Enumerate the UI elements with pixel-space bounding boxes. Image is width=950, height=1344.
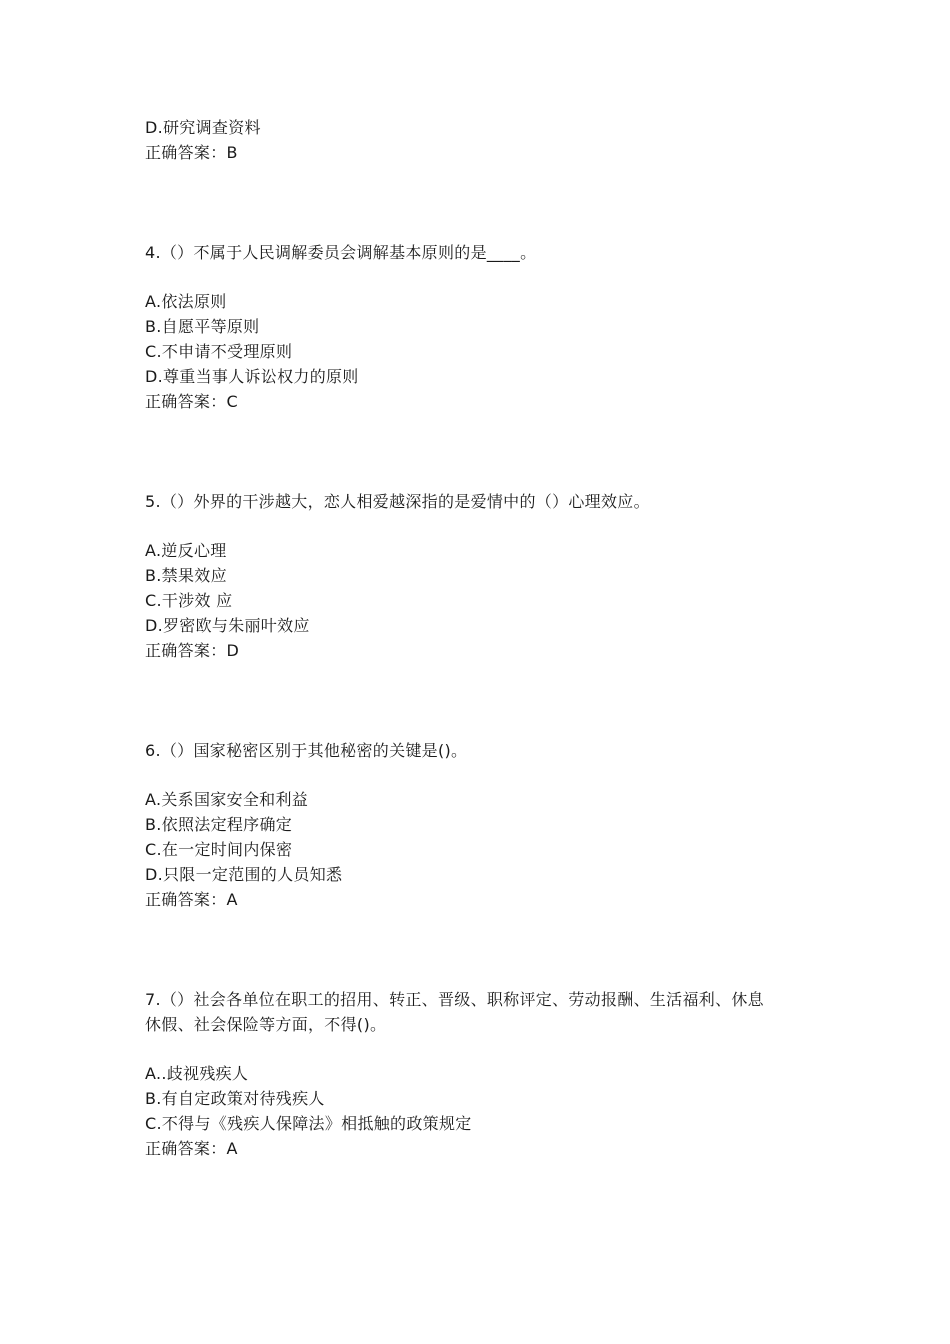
question-5-stem: 5.（）外界的干涉越大，恋人相爱越深指的是爱情中的（）心理效应。 <box>145 492 650 511</box>
question-5-option-a: A.逆反心理 <box>145 541 227 560</box>
question-7-option-b: B.有自定政策对待残疾人 <box>145 1089 325 1108</box>
question-6-option-c: C.在一定时间内保密 <box>145 840 293 859</box>
question-6-option-d: D.只限一定范围的人员知悉 <box>145 865 343 884</box>
question-7-stem-line2: 休假、社会保险等方面，不得()。 <box>145 1015 387 1034</box>
question-7-answer: 正确答案：A <box>145 1139 238 1158</box>
prev-answer: 正确答案：B <box>145 143 238 162</box>
question-4-option-b: B.自愿平等原则 <box>145 317 260 336</box>
question-5-option-d: D.罗密欧与朱丽叶效应 <box>145 616 310 635</box>
question-6-option-b: B.依照法定程序确定 <box>145 815 293 834</box>
question-7-option-c: C.不得与《残疾人保障法》相抵触的政策规定 <box>145 1114 472 1133</box>
question-6-option-a: A.关系国家安全和利益 <box>145 790 309 809</box>
question-5-answer: 正确答案：D <box>145 641 240 660</box>
question-6-stem: 6.（）国家秘密区别于其他秘密的关键是()。 <box>145 741 468 760</box>
question-6-answer: 正确答案：A <box>145 890 238 909</box>
question-4-answer: 正确答案：C <box>145 392 238 411</box>
question-4-option-c: C.不申请不受理原则 <box>145 342 293 361</box>
question-5-option-c: C.干涉效 应 <box>145 591 233 610</box>
question-4-stem: 4.（）不属于人民调解委员会调解基本原则的是____。 <box>145 243 537 262</box>
question-7-stem-line1: 7.（）社会各单位在职工的招用、转正、晋级、职称评定、劳动报酬、生活福利、休息 <box>145 990 764 1009</box>
question-5-option-b: B.禁果效应 <box>145 566 227 585</box>
question-4-option-d: D.尊重当事人诉讼权力的原则 <box>145 367 359 386</box>
question-4-option-a: A.依法原则 <box>145 292 227 311</box>
question-7-option-a: A..歧视残疾人 <box>145 1064 249 1083</box>
prev-option-d: D.研究调查资料 <box>145 118 261 137</box>
